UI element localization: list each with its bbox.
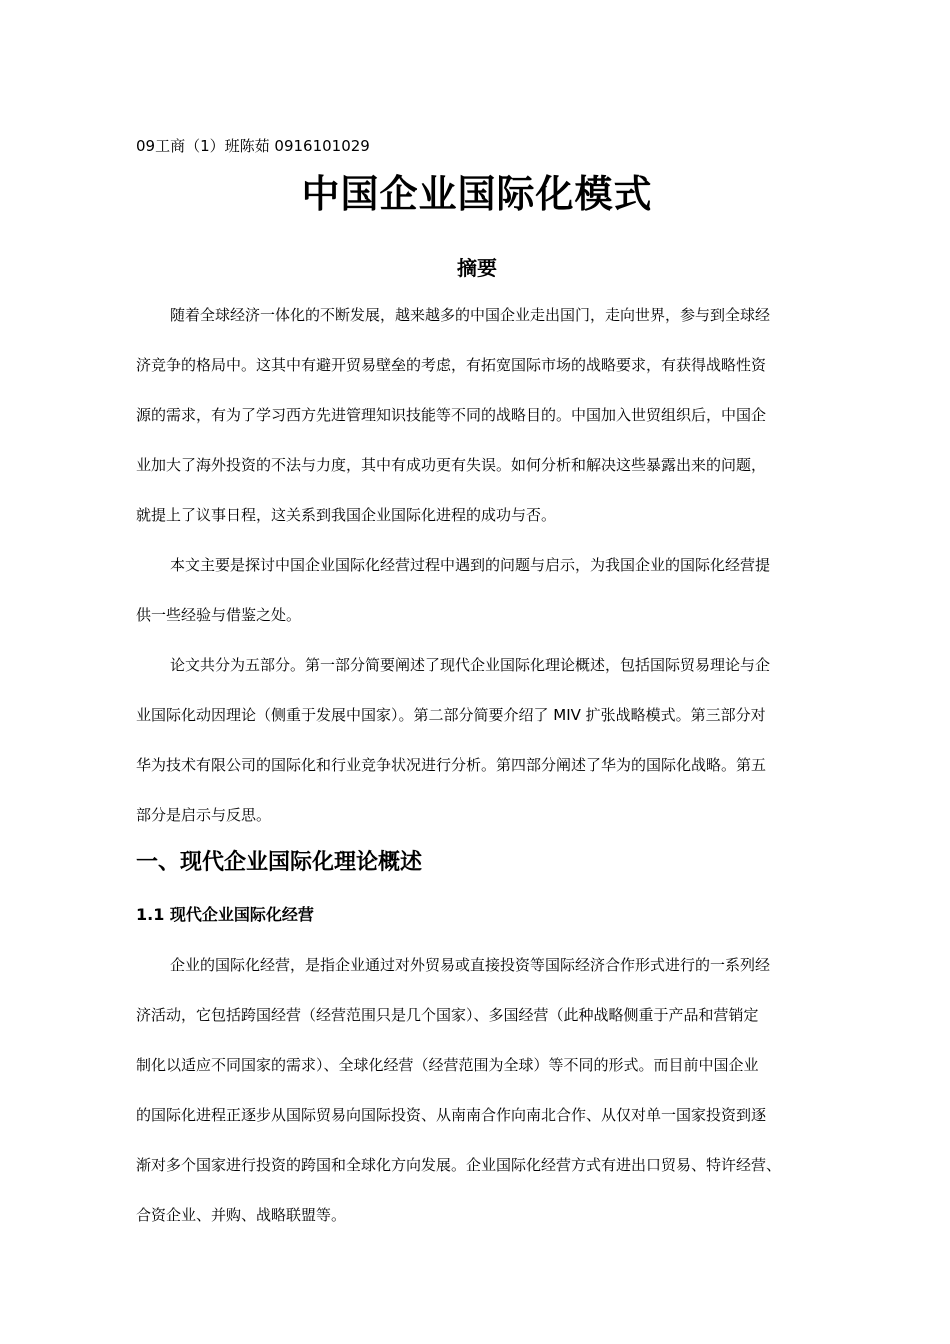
paragraph-line: 济活动，它包括跨国经营（经营范围只是几个国家）、多国经营（此种战略侧重于产品和营销定 [136, 1006, 759, 1024]
paragraph-line: 渐对多个国家进行投资的跨国和全球化方向发展。企业国际化经营方式有进出口贸易、特许经营、 [136, 1156, 782, 1174]
abstract-paragraph-1 [136, 290, 818, 540]
paragraph-line: 源的需求，有为了学习西方先进管理知识技能等不同的战略目的。中国加入世贸组织后，中国企 [136, 406, 767, 424]
abstract-heading: 摘要 [457, 256, 497, 280]
abstract-paragraph-2 [136, 540, 818, 640]
paragraph-line: 企业的国际化经营，是指企业通过对外贸易或直接投资等国际经济合作形式进行的一系列经 [170, 956, 771, 974]
document-title: 中国企业国际化模式 [301, 172, 653, 216]
paragraph-line: 济竞争的格局中。这其中有避开贸易壁垒的考虑，有拓宽国际市场的战略要求，有获得战略性资 [136, 356, 767, 374]
paragraph-line: 论文共分为五部分。第一部分简要阐述了现代企业国际化理论概述，包括国际贸易理论与企 [170, 656, 771, 674]
paragraph-line: 业国际化动因理论（侧重于发展中国家）。第二部分简要介绍了 MIV 扩张战略模式。第三部分对 [136, 706, 766, 724]
paragraph-line: 华为技术有限公司的国际化和行业竞争状况进行分析。第四部分阐述了华为的国际化战略。第五 [136, 756, 767, 774]
subsection-heading-1-1: 1.1 现代企业国际化经营 [136, 905, 314, 924]
paragraph-line: 就提上了议事日程，这关系到我国企业国际化进程的成功与否。 [136, 506, 557, 524]
section-heading-1: 一、现代企业国际化理论概述 [136, 850, 423, 875]
author-line: 09工商（1）班陈茹 0916101029 [136, 137, 370, 155]
paragraph-line: 本文主要是探讨中国企业国际化经营过程中遇到的问题与启示，为我国企业的国际化经营提 [170, 556, 771, 574]
paragraph-line: 供一些经验与借鉴之处。 [136, 606, 302, 624]
paragraph-line: 合资企业、并购、战略联盟等。 [136, 1206, 347, 1224]
section-1-1-paragraph [136, 940, 818, 1240]
paragraph-line: 的国际化进程正逐步从国际贸易向国际投资、从南南合作向南北合作、从仅对单一国家投资到逐 [136, 1106, 767, 1124]
paragraph-line: 制化以适应不同国家的需求）、全球化经营（经营范围为全球）等不同的形式。而目前中国企业 [136, 1056, 759, 1074]
paragraph-line: 随着全球经济一体化的不断发展，越来越多的中国企业走出国门，走向世界，参与到全球经 [170, 306, 771, 324]
abstract-paragraph-3 [136, 640, 818, 840]
paragraph-line: 业加大了海外投资的不法与力度，其中有成功更有失误。如何分析和解决这些暴露出来的问题， [136, 456, 767, 474]
paragraph-line: 部分是启示与反思。 [136, 806, 272, 824]
